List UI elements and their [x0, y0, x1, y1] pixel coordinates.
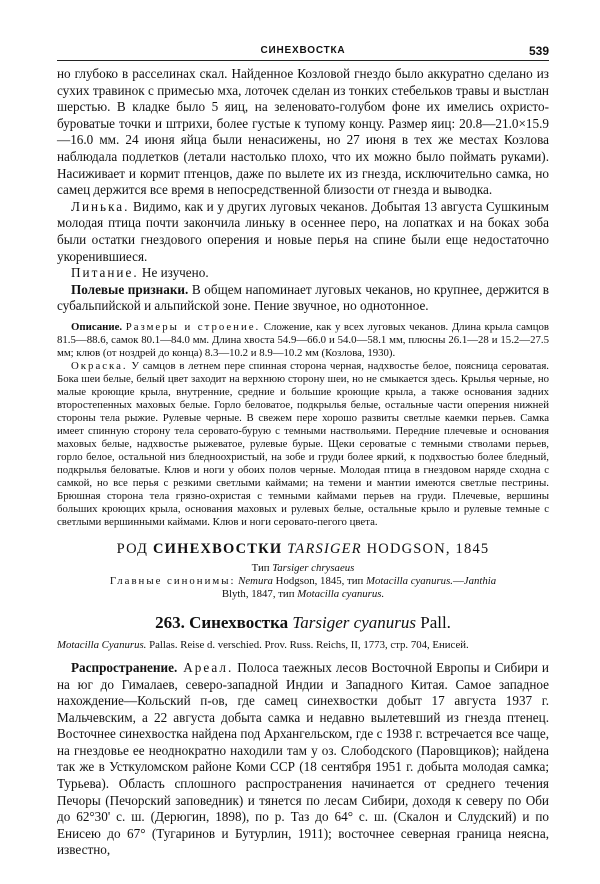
molt-label: Линька.: [71, 198, 130, 214]
genus-heading: [57, 541, 549, 558]
food-label: Питание.: [71, 265, 139, 281]
genus-type-line: [57, 562, 549, 575]
sizes-text: Сложение, как у всех луговых чеканов. Длина крыла самцов 81.5—88.6, самок 80.1—84.0 мм. Длина хвоста 54.9—66.0 и 54.0—58.1 мм, плюсны 26.1—28 и 15.2—27.5 мм; клюв (от ноздрей до конца) 8.3—10.2 и 8.9—10.2 мм (Козлова, 1930).: [57, 320, 549, 359]
genus-synonyms-label: Главные синонимы:: [109, 574, 236, 587]
genus-name-lat: TARSIGER: [287, 540, 362, 557]
genus-author: HODGSON, 1845: [361, 540, 490, 557]
synonym2-rest: Blyth, 1847, тип: [221, 587, 298, 600]
description-color-paragraph: [57, 360, 549, 529]
running-title: СИНЕХВОСТКА: [260, 45, 346, 56]
food-paragraph: [57, 265, 549, 282]
species-name-lat: Tarsiger cyanurus: [292, 612, 416, 632]
description-sizes-paragraph: [57, 321, 549, 360]
synonym2-type: Motacilla cyanurus.: [297, 587, 385, 600]
species-number: 263.: [155, 612, 185, 632]
species-synonym-lat: Motacilla Cyanurus.: [57, 638, 147, 651]
genus-type-prefix: Тип: [251, 561, 273, 574]
page-body: [57, 66, 549, 859]
species-heading: [57, 613, 549, 633]
food-text: Не изучено.: [138, 265, 209, 281]
page-number: 539: [528, 44, 549, 58]
description-label: Описание.: [71, 320, 123, 333]
synonym-dash: —: [452, 574, 464, 587]
genus-synonyms: [57, 575, 549, 601]
field-marks-paragraph: [57, 282, 549, 315]
species-author: Pall.: [415, 612, 451, 632]
synonym2-genus: Janthia: [463, 574, 497, 587]
field-marks-label: Полевые признаки.: [71, 281, 189, 297]
species-synonym-ref: Pallas. Reise d. verschied. Prov. Russ. Reichs, II, 1773, стр. 704, Енисей.: [146, 638, 469, 651]
species-name-ru: Синехвостка: [184, 612, 293, 632]
molt-paragraph: [57, 199, 549, 265]
genus-name-ru: СИНЕХВОСТКИ: [152, 540, 288, 557]
distribution-label: Распространение.: [71, 659, 178, 675]
distribution-paragraph: [57, 660, 549, 859]
synonym1-rest: Hodgson, 1845, тип: [272, 574, 367, 587]
sizes-label: Размеры и строение.: [125, 320, 261, 333]
synonym1-type: Motacilla cyanurus.: [366, 574, 453, 587]
species-synonym: [57, 639, 549, 652]
distribution-text: Полоса таежных лесов Восточной Европы и Сибири и на юг до Гималаев, северо-западной Индии и Западного Китая. Самое западное нахождение—Кольский п-ов, где самец синехвостки добыт 17 августа 1937 г. Мальчевским, а 22 августа добыта самка и недавно вылетевший из гнезда птенец. Восточнее синехвостка найдена под Архангельском, где с 1938 г. встречается все чаще, на гнездовье ее неоднократно находили там у оз. Слободского (Паровщиков); найдена так же в Усткуломском районе Коми ССР (18 сентября 1951 г. добыта молодая самка; Турьева). Область сплошного распространения начинается от среднего течения Печоры (Печорский заповедник) и тянется по лесам Сибири, доходя к северу по Оби до 62°30' с. ш. (Дерюгин, 1898), по р. Таз до 64° с. ш. (Скалон и Слудский) и по Енисею до 67° (Тугаринов и Бутурлин, 1911); восточнее северная граница неясна, известно,: [57, 659, 549, 858]
genus-prefix: РОД: [116, 540, 153, 557]
area-label: Ареал.: [177, 659, 234, 675]
color-text: У самцов в летнем пере спинная сторона черная, надхвостье белое, поясница сероватая. Бока шеи белые, белый цвет заходит на верхнюю сторону шеи, но не смыкается здесь. Крылья черные, но малые кроющие крыла, внутренние, средние и большие кроющие крыла, а также основания задних второстепенных маховых белые. Горло беловатое, подкрылья белые, остальные части оперения нижней стороны тела рыжие. Рулевые черные. В свежем пере хорошо развиты светлые каемки перьев. Самка имеет спинную сторону тела серовато-бурую с темными наствольями. Передние плечевые и основания маховых белые, надхвостье рыжеватое, рулевые бурые. Щеки сероватые с темными стволами перьев, горло белое, остальной низ бледноохристый, на зобе и груди более яркий, к подхвостью более бледный, подкрылья беловатые. Клюв и ноги у обоих полов черные. Молодая птица в гнездовом наряде сходна с самкой, но все перья с резкими светлыми каймами; на темени и мантии имеются светлые пестрины. Брюшная сторона тела грязно-охристая с темными каймами перьев на груди. Плечевые, вершины больших кроющих крыла, основания маховых и рулевых белые, остальные крыло и рулевые темные с светлыми вершинными каймами. Клюв и ноги серовато-пегого цвета.: [57, 359, 549, 528]
field-marks-text: В общем напоминает луговых чеканов, но крупнее, держится в субальпийской и альпийской зоне. Пение звучное, но однотонное.: [57, 281, 549, 314]
intro-paragraph: но глубоко в расселинах скал. Найденное Козловой гнездо было аккуратно сделано из сухих травинок с примесью мха, лоточек сделан из тонких стебельков травы и выстлан шерстью. В кладке было 5 яиц, на зеленовато-голубом фоне их имелись охристо-буроватые точки и штрихи, более густые к тупому концу. Размер яиц: 20.8—21.0×15.9—16.0 мм. 24 июня яйца были ненасижены, но 27 июня в тех же местах Козлова наблюдала подлетков (летали настолько плохо, что их можно было поймать руками). Насиживает и кормит птенцов, даже по вылете их из гнезда, исключительно самка, но самец держится все время в непосредственной близости от гнезда и выводка.: [57, 66, 549, 198]
running-header: [57, 44, 549, 61]
color-label: Окраска.: [71, 359, 128, 372]
genus-type-species: Tarsiger chrysaeus: [272, 561, 355, 574]
synonym1-genus: Nemura: [235, 574, 273, 587]
molt-text: Видимо, как и у других луговых чеканов. Добытая 13 августа Сушкиным молодая птица почти закончила линьку в осеннее перо, на лопатках и на боках зоба были остатки гнездового оперения и новые перья на спине были еще недостаточно укоренившиеся.: [57, 198, 549, 264]
